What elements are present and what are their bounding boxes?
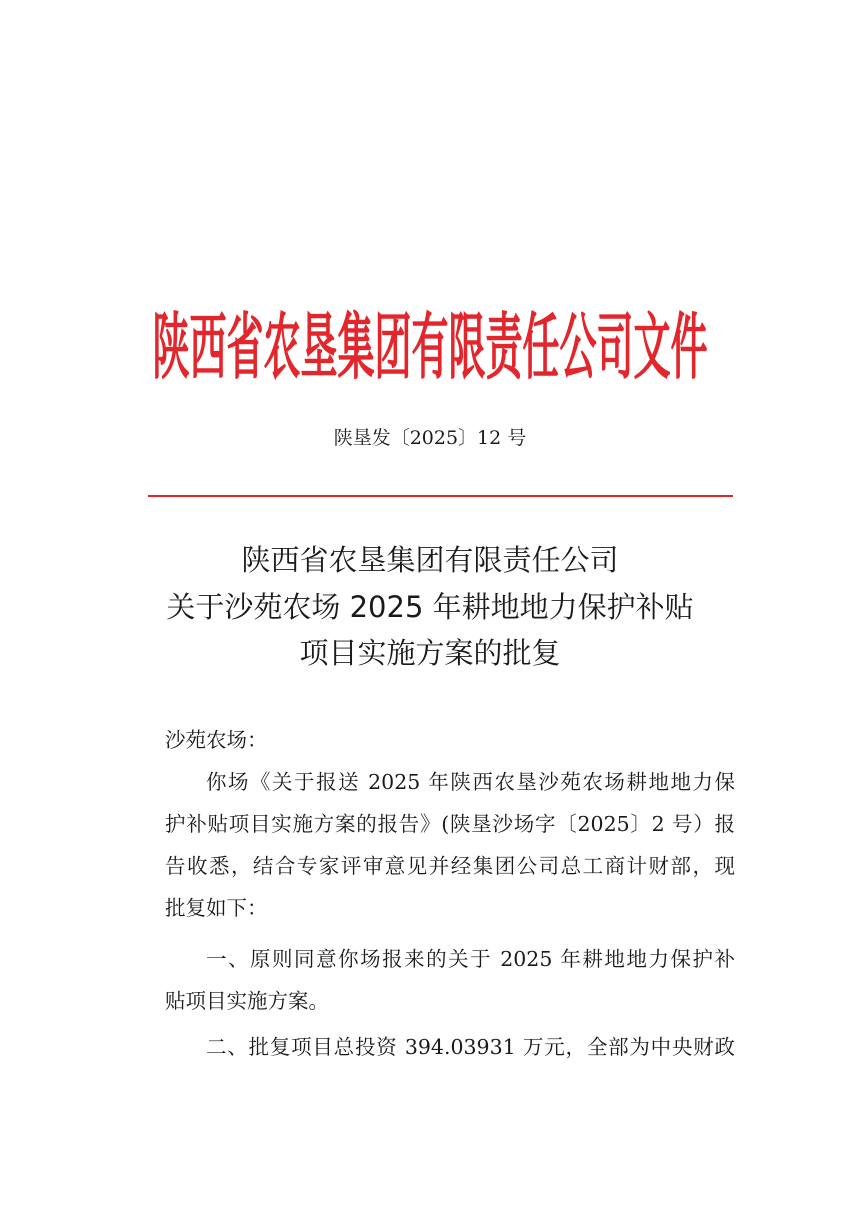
paragraph-1-line: 告收悉，结合专家评审意见并经集团公司总工商计财部，现 bbox=[165, 854, 735, 878]
title-line-3: 项目实施方案的批复 bbox=[299, 636, 561, 670]
document-number: 陕垦发〔2025〕12 号 bbox=[333, 427, 527, 449]
paragraph-1-line: 护补贴项目实施方案的报告》(陕垦沙场字〔2025〕2 号）报 bbox=[165, 812, 735, 836]
paragraph-1-line: 批复如下： bbox=[165, 896, 268, 920]
title-line-1: 陕西省农垦集团有限责任公司 bbox=[241, 543, 619, 577]
paragraph-3-line: 二、批复项目总投资 394.03931 万元，全部为中央财政 bbox=[206, 1035, 735, 1059]
salutation: 沙苑农场： bbox=[165, 728, 268, 752]
red-divider bbox=[148, 495, 733, 497]
paragraph-1-line: 你场《关于报送 2025 年陕西农垦沙苑农场耕地地力保 bbox=[206, 770, 735, 794]
issuer-header: 陕西省农垦集团有限责任公司文件 bbox=[152, 303, 708, 390]
paragraph-2-line: 一、原则同意你场报来的关于 2025 年耕地地力保护补 bbox=[206, 947, 735, 971]
paragraph-2-line: 贴项目实施方案。 bbox=[165, 989, 329, 1013]
title-line-2: 关于沙苑农场 2025 年耕地地力保护补贴 bbox=[166, 590, 694, 624]
